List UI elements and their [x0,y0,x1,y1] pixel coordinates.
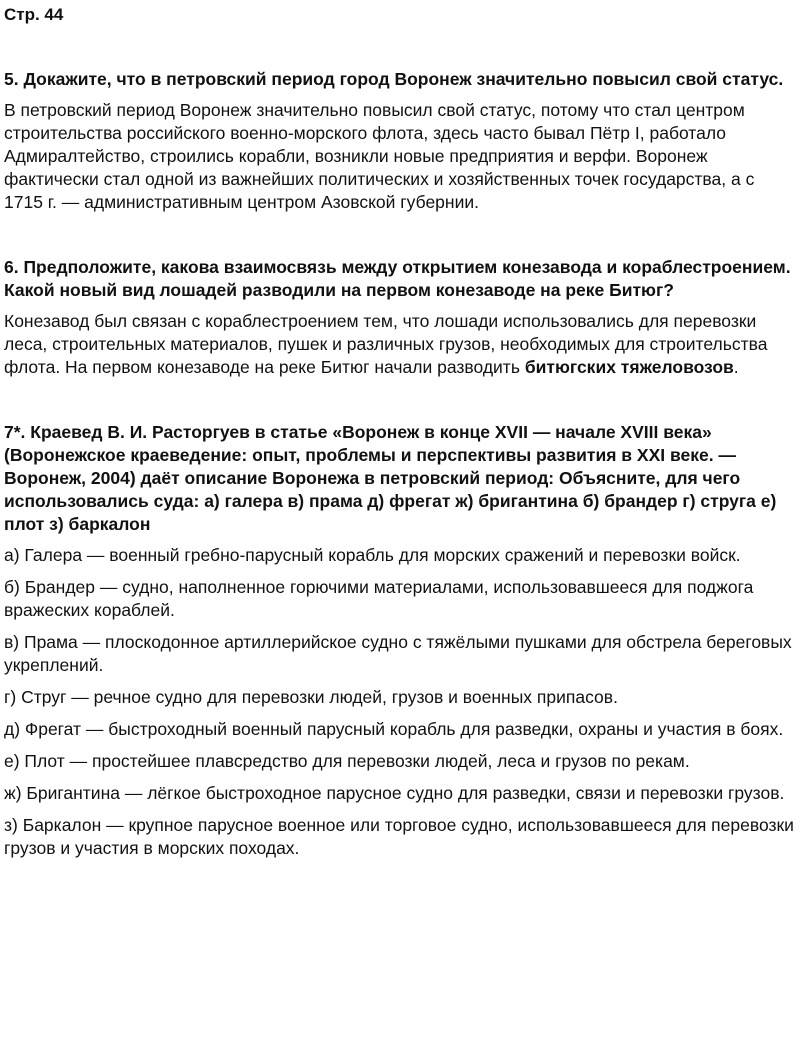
vessel-list [4,544,794,860]
vessel-item-fregat: д) Фрегат — быстроходный военный парусный корабль для разведки, охраны и участия в боях. [4,719,784,739]
question-5-block [4,68,794,214]
vessel-item-brander: б) Брандер — судно, наполненное горючими материалами, использовавшееся для поджога вражеских кораблей. [4,577,754,620]
vessel-item-barkalon: з) Баркалон — крупное парусное военное или торговое судно, использовавшееся для перевозки грузов и участия в морских походах. [4,815,794,858]
question-7: 7*. Краевед В. И. Расторгуев в статье «Воронеж в конце XVII — начале XVIII века» (Воронежское краеведение: опыт, проблемы и перспективы развития в XXI веке. — Воронеж, 2004) даёт описание Воронежа в петровский период: Объясните, для чего использовались суда: а) галера в) прама д) фрегат ж) бригантина б) брандер г) струга е) плот з) баркалон [4,422,777,534]
question-6-block [4,256,794,379]
answer-6-highlight: битюгских тяжеловозов [524,357,734,377]
answer-6-end: . [733,357,739,377]
answer-5: В петровский период Воронеж значительно повысил свой статус, потому что стал центром строительства российского военно-морского флота, здесь часто бывал Пётр I, работало Адмиралтейство, строились корабли, возникли новые предприятия и верфи. Воронеж фактически стал одной из важнейших политических и хозяйственных точек государства, а с 1715 г. — административным центром Азовской губернии. [4,100,755,212]
question-6: 6. Предположите, какова взаимосвязь между открытием конезавода и кораблестроением. Какой новый вид лошадей разводили на первом конезаводе на реке Битюг? [4,257,791,300]
answer-6 [4,310,794,379]
vessel-item-brigantina: ж) Бригантина — лёгкое быстроходное парусное судно для разведки, связи и перевозки грузов. [4,783,785,803]
vessel-item-plot: е) Плот — простейшее плавсредство для перевозки людей, леса и грузов по рекам. [4,751,690,771]
vessel-item-strug: г) Струг — речное судно для перевозки людей, грузов и военных припасов. [4,687,618,707]
vessel-item-galera: а) Галера — военный гребно-парусный корабль для морских сражений и перевозки войск. [4,545,741,565]
question-7-block [4,421,794,860]
vessel-item-prama: в) Прама — плоскодонное артиллерийское судно с тяжёлыми пушками для обстрела береговых укреплений. [4,632,792,675]
answer-6-text: Конезавод был связан с кораблестроением тем, что лошади использовались для перевозки леса, строительных материалов, пушек и различных грузов, необходимых для строительства флота. На первом конезаводе на реке Битюг начали разводить [4,311,768,377]
page-number: Стр. 44 [4,5,64,24]
question-5: 5. Докажите, что в петровский период город Воронеж значительно повысил свой статус. [4,69,784,89]
